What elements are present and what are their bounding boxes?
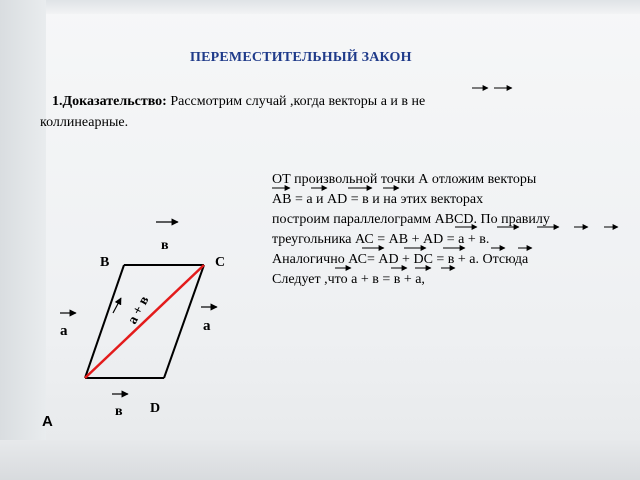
proof-text-continued: коллинеарные.: [40, 115, 129, 130]
vector-arrow-sum: [113, 298, 121, 313]
paragraph-line: Аналогично АС= АD + DC = в + а. Отсюда: [272, 252, 529, 267]
paragraph-line: ОТ произвольной точки А отложим векторы: [272, 172, 537, 187]
diagonal-label-sum: а + в: [125, 293, 153, 327]
vector-label-a-left: а: [60, 323, 68, 339]
paragraph-line: треугольника АС = АВ + АD = а + в.: [272, 232, 490, 247]
slide-title: ПЕРЕМЕСТИТЕЛЬНЫЙ ЗАКОН: [190, 50, 412, 65]
diagonal-ac: [85, 265, 204, 378]
paragraph-vector-arrows: [272, 188, 618, 268]
paragraph-line: Следует ,что а + в = в + а,: [272, 272, 425, 287]
side-cd: [164, 265, 204, 378]
proof-text: Рассмотрим случай ,когда векторы а и в не: [170, 94, 426, 109]
vector-label-b-top: в: [161, 238, 169, 253]
vector-label-b-bottom: в: [115, 404, 123, 419]
vertex-label-c: С: [215, 255, 226, 270]
vertex-label-b: В: [100, 255, 110, 270]
paragraph-line: АВ = а и АD = в и на этих векторах: [272, 192, 484, 207]
vertex-label-d: D: [150, 401, 161, 416]
vertex-label-a: А: [42, 413, 53, 430]
proof-label: 1.Доказательство:: [52, 94, 167, 109]
paragraph-line: построим параллелограмм АВСD. По правилу: [272, 212, 550, 227]
vector-label-a-right: а: [203, 318, 211, 334]
